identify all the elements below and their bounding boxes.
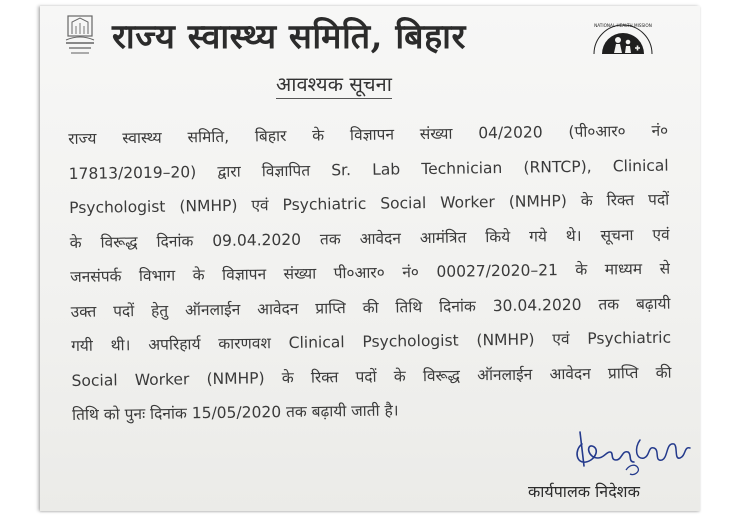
notice-heading: आवश्यक सूचना: [276, 70, 392, 99]
signatory-designation: कार्यपालक निदेशक: [528, 482, 640, 501]
notice-line: गयी थी। अपरिहार्य कारणवश Clinical Psychologist (NMHP) एवं Psychiatric: [71, 328, 672, 355]
national-health-mission-logo-icon: [588, 18, 658, 60]
notice-line: जनसंपर्क विभाग के विज्ञापन संख्या पी०आर० नं० 00027/2020–21 के माध्यम से: [70, 259, 671, 286]
notice-line: Psychologist (NMHP) एवं Psychiatric Social Worker (NMHP) के रिक्त पदों: [69, 190, 670, 217]
organization-title: राज्य स्वास्थ्य समिति, बिहार: [112, 17, 466, 57]
notice-line: उक्त पदों हेतु ऑनलाईन आवेदन प्राप्ति की तिथि दिनांक 30.04.2020 तक बढ़ायी: [70, 294, 671, 321]
notice-document: [40, 6, 700, 511]
bihar-emblem-icon: [60, 14, 100, 60]
notice-line: राज्य स्वास्थ्य समिति, बिहार के विज्ञापन संख्या 04/2020 (पी०आर० नं०: [68, 121, 669, 148]
notice-body: [68, 114, 672, 433]
notice-line: 17813/2019–20) द्वारा विज्ञापित Sr. Lab Technician (RNTCP), Clinical: [68, 156, 669, 183]
notice-line: तिथि को पुनः दिनांक 15/05/2020 तक बढ़ायी जाती है।: [71, 401, 399, 424]
notice-line: के विरूद्ध दिनांक 09.04.2020 तक आवेदन आमंत्रित किये गये थे। सूचना एवं: [69, 225, 670, 252]
handwritten-signature: [570, 426, 698, 486]
svg-text:NATIONAL HEALTH MISSION: NATIONAL HEALTH MISSION: [594, 23, 652, 28]
notice-line: Social Worker (NMHP) के रिक्त पदों के विरूद्ध ऑनलाईन आवेदन प्राप्ति की: [71, 363, 672, 390]
